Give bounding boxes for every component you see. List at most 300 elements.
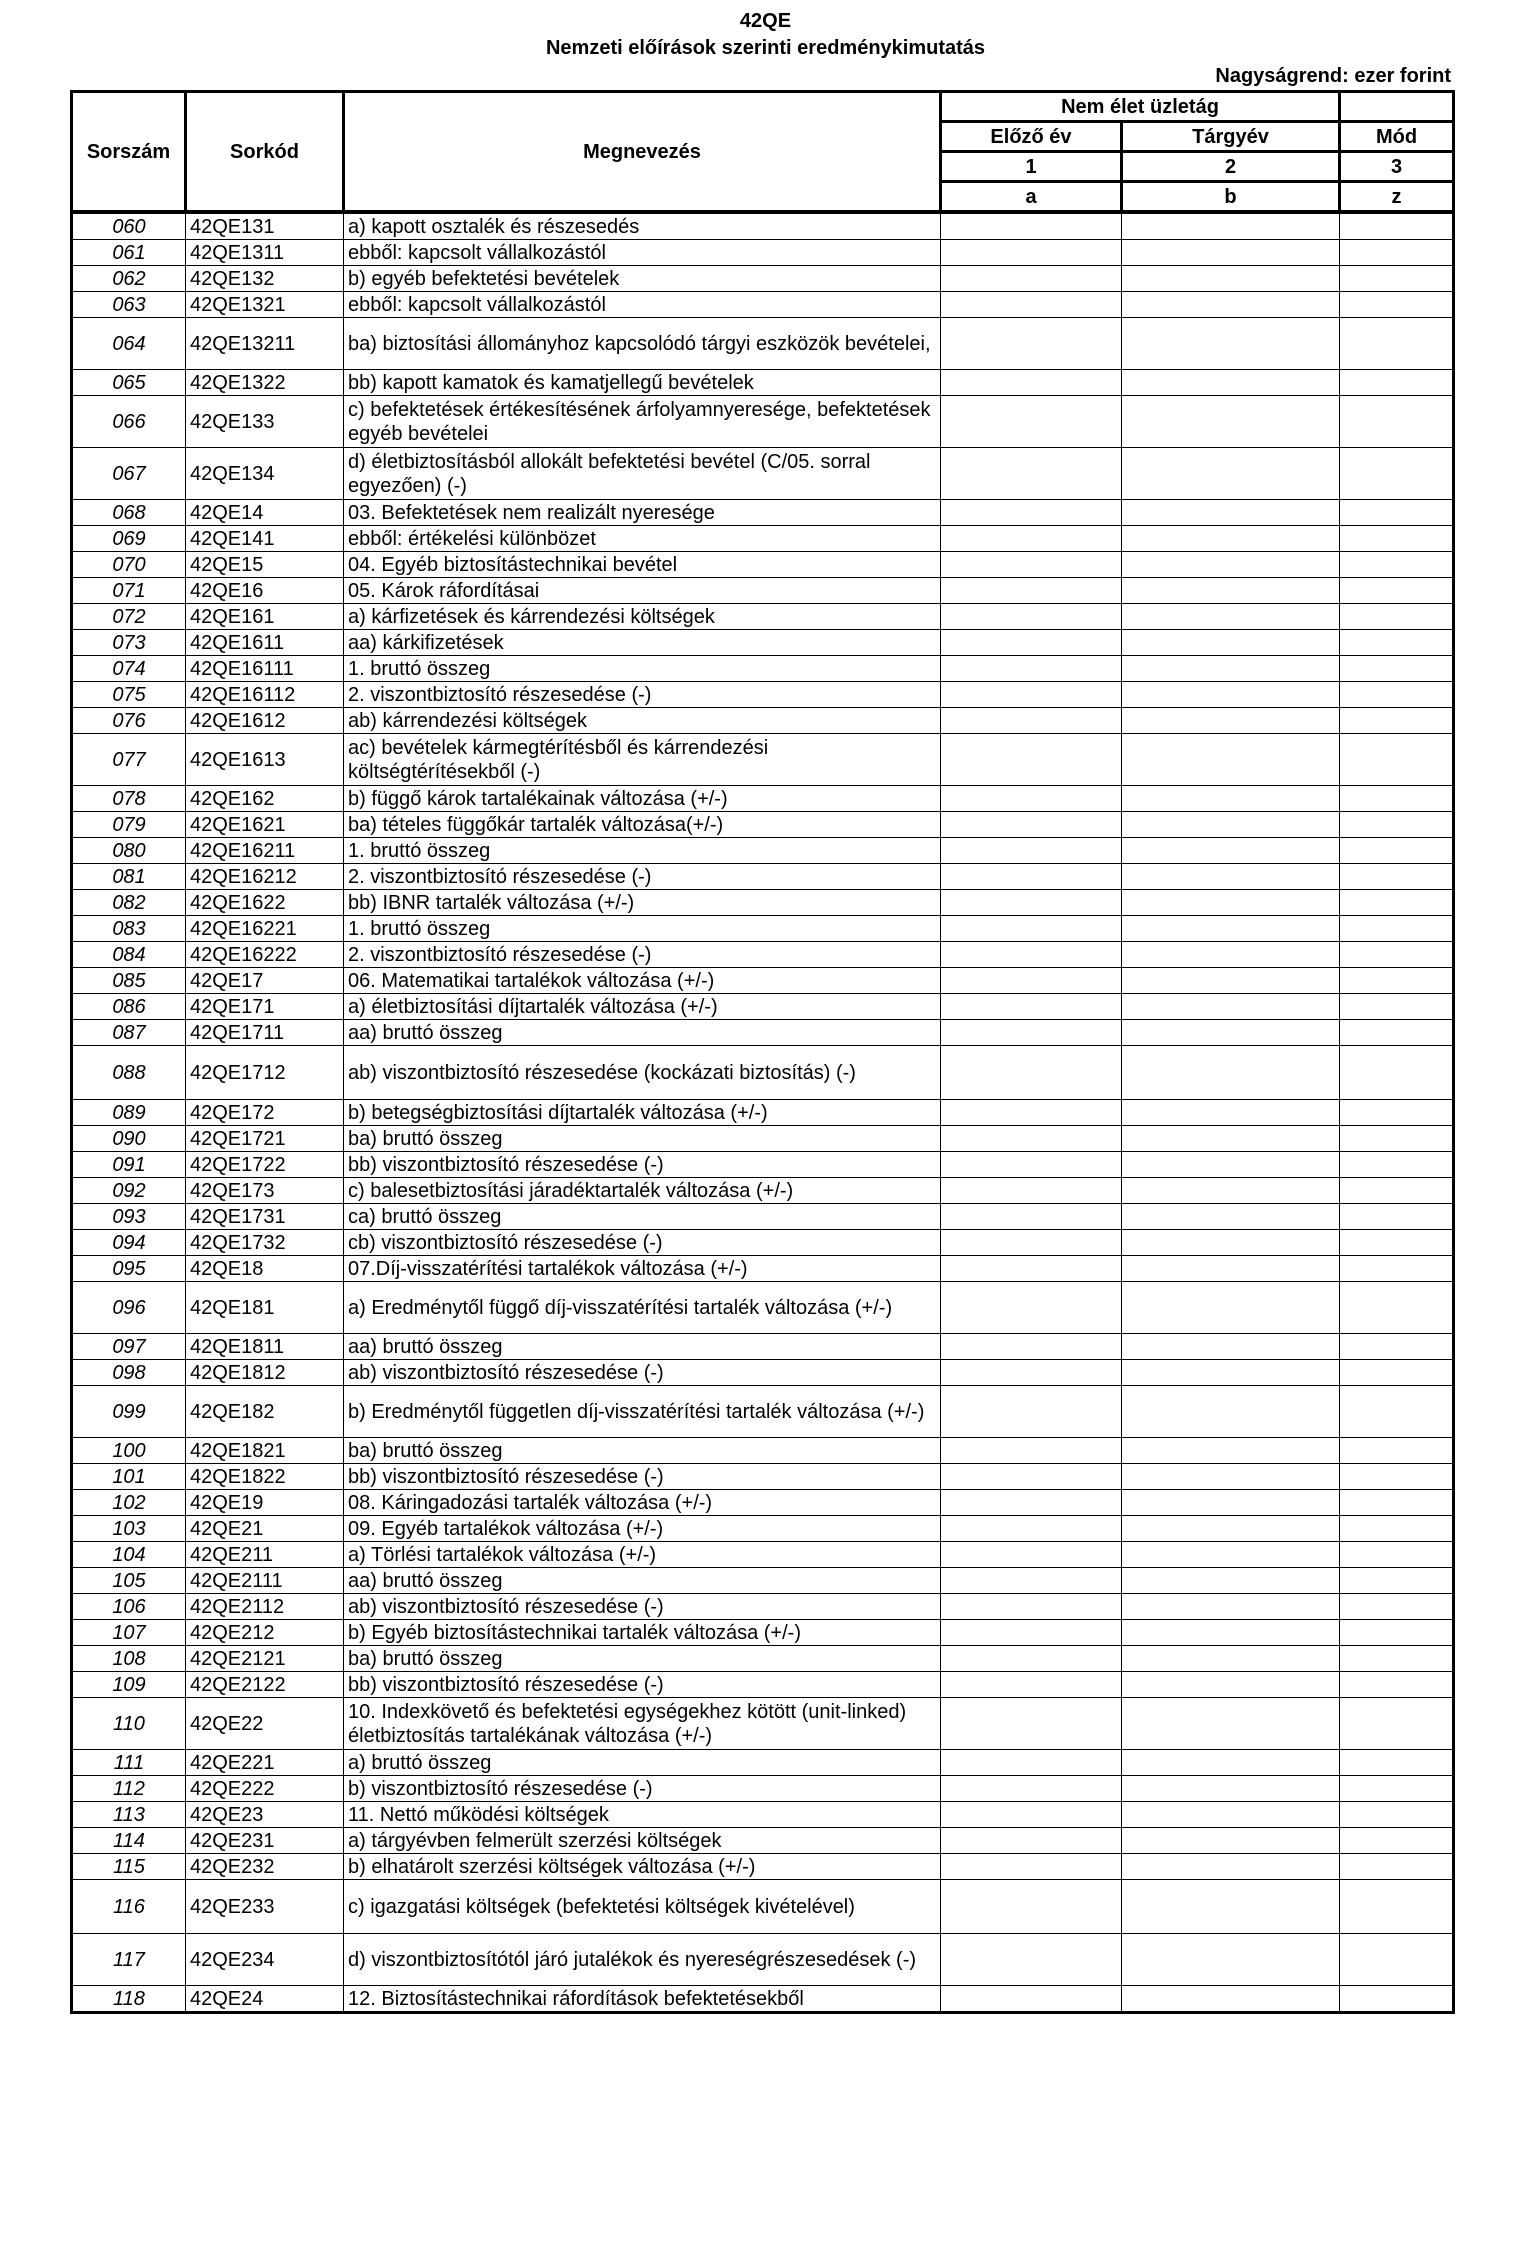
value-mod[interactable]	[1340, 890, 1454, 916]
value-targyev[interactable]	[1122, 708, 1340, 734]
value-mod[interactable]	[1340, 1020, 1454, 1046]
row-name: ab) viszontbiztosító részesedése (-)	[344, 1594, 941, 1620]
row-name: 12. Biztosítástechnikai ráfordítások befektetésekből	[344, 1986, 941, 2013]
value-mod[interactable]	[1340, 1282, 1454, 1334]
row-code: 42QE1613	[186, 734, 344, 786]
value-targyev[interactable]	[1122, 1568, 1340, 1594]
value-targyev[interactable]	[1122, 1986, 1340, 2013]
row-name: ba) bruttó összeg	[344, 1438, 941, 1464]
value-targyev[interactable]	[1122, 1934, 1340, 1986]
table-row	[72, 1880, 1454, 1934]
row-code: 42QE1711	[186, 1020, 344, 1046]
row-code: 42QE16221	[186, 916, 344, 942]
value-elozo-ev[interactable]	[941, 708, 1122, 734]
value-elozo-ev[interactable]	[941, 1880, 1122, 1934]
row-number: 107	[72, 1620, 186, 1646]
row-code: 42QE131	[186, 212, 344, 240]
table-row	[72, 1568, 1454, 1594]
row-name: a) tárgyévben felmerült szerzési költségek	[344, 1828, 941, 1854]
value-targyev[interactable]	[1122, 1204, 1340, 1230]
row-code: 42QE141	[186, 526, 344, 552]
value-elozo-ev[interactable]	[941, 318, 1122, 370]
value-elozo-ev[interactable]	[941, 1776, 1122, 1802]
value-elozo-ev[interactable]	[941, 1152, 1122, 1178]
value-targyev[interactable]	[1122, 838, 1340, 864]
row-code: 42QE17	[186, 968, 344, 994]
value-elozo-ev[interactable]	[941, 448, 1122, 500]
value-mod[interactable]	[1340, 1854, 1454, 1880]
form-code: 42QE	[739, 10, 792, 32]
value-targyev[interactable]	[1122, 266, 1340, 292]
value-mod[interactable]	[1340, 578, 1454, 604]
value-elozo-ev[interactable]	[941, 864, 1122, 890]
value-mod[interactable]	[1340, 994, 1454, 1020]
row-name: ebből: kapcsolt vállalkozástól	[344, 292, 941, 318]
table-row	[72, 786, 1454, 812]
value-elozo-ev[interactable]	[941, 240, 1122, 266]
row-code: 42QE1622	[186, 890, 344, 916]
value-mod[interactable]	[1340, 1750, 1454, 1776]
value-mod[interactable]	[1340, 1594, 1454, 1620]
value-elozo-ev[interactable]	[941, 1672, 1122, 1698]
row-name: bb) viszontbiztosító részesedése (-)	[344, 1464, 941, 1490]
value-targyev[interactable]	[1122, 1230, 1340, 1256]
value-mod[interactable]	[1340, 1152, 1454, 1178]
value-mod[interactable]	[1340, 708, 1454, 734]
row-code: 42QE2112	[186, 1594, 344, 1620]
value-targyev[interactable]	[1122, 1594, 1340, 1620]
value-elozo-ev[interactable]	[941, 1100, 1122, 1126]
value-mod[interactable]	[1340, 266, 1454, 292]
value-elozo-ev[interactable]	[941, 1646, 1122, 1672]
table-row	[72, 682, 1454, 708]
row-code: 42QE2122	[186, 1672, 344, 1698]
value-mod[interactable]	[1340, 552, 1454, 578]
row-number: 070	[72, 552, 186, 578]
value-elozo-ev[interactable]	[941, 1490, 1122, 1516]
table-row	[72, 1802, 1454, 1828]
value-targyev[interactable]	[1122, 682, 1340, 708]
value-targyev[interactable]	[1122, 1698, 1340, 1750]
value-targyev[interactable]	[1122, 292, 1340, 318]
value-targyev[interactable]	[1122, 448, 1340, 500]
row-code: 42QE18	[186, 1256, 344, 1282]
value-targyev[interactable]	[1122, 630, 1340, 656]
row-name: 05. Károk ráfordításai	[344, 578, 941, 604]
row-code: 42QE234	[186, 1934, 344, 1986]
value-targyev[interactable]	[1122, 212, 1340, 240]
row-code: 42QE134	[186, 448, 344, 500]
row-number: 077	[72, 734, 186, 786]
row-code: 42QE1731	[186, 1204, 344, 1230]
value-elozo-ev[interactable]	[941, 890, 1122, 916]
value-mod[interactable]	[1340, 968, 1454, 994]
value-targyev[interactable]	[1122, 526, 1340, 552]
col-number-2: 2	[1122, 152, 1340, 182]
row-name: ab) viszontbiztosító részesedése (-)	[344, 1360, 941, 1386]
value-elozo-ev[interactable]	[941, 212, 1122, 240]
value-targyev[interactable]	[1122, 1152, 1340, 1178]
value-mod[interactable]	[1340, 212, 1454, 240]
value-elozo-ev[interactable]	[941, 1360, 1122, 1386]
value-elozo-ev[interactable]	[941, 292, 1122, 318]
value-elozo-ev[interactable]	[941, 578, 1122, 604]
row-number: 104	[72, 1542, 186, 1568]
row-name: 2. viszontbiztosító részesedése (-)	[344, 682, 941, 708]
table-row	[72, 240, 1454, 266]
value-targyev[interactable]	[1122, 1750, 1340, 1776]
value-mod[interactable]	[1340, 1204, 1454, 1230]
row-number: 103	[72, 1516, 186, 1542]
value-mod[interactable]	[1340, 1620, 1454, 1646]
value-elozo-ev[interactable]	[941, 1126, 1122, 1152]
table-row	[72, 212, 1454, 240]
value-targyev[interactable]	[1122, 578, 1340, 604]
value-targyev[interactable]	[1122, 370, 1340, 396]
value-mod[interactable]	[1340, 1986, 1454, 2013]
table-row	[72, 266, 1454, 292]
value-targyev[interactable]	[1122, 1126, 1340, 1152]
value-targyev[interactable]	[1122, 1046, 1340, 1100]
value-mod[interactable]	[1340, 1438, 1454, 1464]
value-mod[interactable]	[1340, 630, 1454, 656]
value-elozo-ev[interactable]	[941, 1854, 1122, 1880]
value-mod[interactable]	[1340, 448, 1454, 500]
col-letter-b: b	[1122, 182, 1340, 213]
value-elozo-ev[interactable]	[941, 1046, 1122, 1100]
value-targyev[interactable]	[1122, 864, 1340, 890]
row-name: 1. bruttó összeg	[344, 838, 941, 864]
value-elozo-ev[interactable]	[941, 1230, 1122, 1256]
value-elozo-ev[interactable]	[941, 1620, 1122, 1646]
value-mod[interactable]	[1340, 734, 1454, 786]
row-name: b) függő károk tartalékainak változása (+/-)	[344, 786, 941, 812]
value-elozo-ev[interactable]	[941, 604, 1122, 630]
row-name: a) életbiztosítási díjtartalék változása (+/-)	[344, 994, 941, 1020]
value-targyev[interactable]	[1122, 1880, 1340, 1934]
row-name: ca) bruttó összeg	[344, 1204, 941, 1230]
value-elozo-ev[interactable]	[941, 1568, 1122, 1594]
value-mod[interactable]	[1340, 318, 1454, 370]
value-targyev[interactable]	[1122, 552, 1340, 578]
row-code: 42QE212	[186, 1620, 344, 1646]
value-elozo-ev[interactable]	[941, 1986, 1122, 2013]
row-code: 42QE16211	[186, 838, 344, 864]
value-mod[interactable]	[1340, 1698, 1454, 1750]
value-mod[interactable]	[1340, 1490, 1454, 1516]
value-mod[interactable]	[1340, 1386, 1454, 1438]
value-targyev[interactable]	[1122, 1386, 1340, 1438]
value-mod[interactable]	[1340, 370, 1454, 396]
value-elozo-ev[interactable]	[941, 370, 1122, 396]
value-mod[interactable]	[1340, 1100, 1454, 1126]
row-code: 42QE221	[186, 1750, 344, 1776]
value-elozo-ev[interactable]	[941, 838, 1122, 864]
row-number: 109	[72, 1672, 186, 1698]
value-mod[interactable]	[1340, 942, 1454, 968]
row-name: b) betegségbiztosítási díjtartalék változása (+/-)	[344, 1100, 941, 1126]
value-mod[interactable]	[1340, 396, 1454, 448]
table-row	[72, 1986, 1454, 2013]
value-mod[interactable]	[1340, 604, 1454, 630]
row-name: b) Eredménytől független díj-visszatérítési tartalék változása (+/-)	[344, 1386, 941, 1438]
row-number: 071	[72, 578, 186, 604]
value-targyev[interactable]	[1122, 1256, 1340, 1282]
value-elozo-ev[interactable]	[941, 994, 1122, 1020]
value-mod[interactable]	[1340, 864, 1454, 890]
value-mod[interactable]	[1340, 1776, 1454, 1802]
table-row	[72, 1046, 1454, 1100]
row-name: c) befektetések értékesítésének árfolyamnyeresége, befektetések egyéb bevételei	[344, 396, 941, 448]
value-elozo-ev[interactable]	[941, 968, 1122, 994]
value-mod[interactable]	[1340, 500, 1454, 526]
row-name: 2. viszontbiztosító részesedése (-)	[344, 942, 941, 968]
value-elozo-ev[interactable]	[941, 500, 1122, 526]
value-targyev[interactable]	[1122, 396, 1340, 448]
row-number: 082	[72, 890, 186, 916]
row-number: 118	[72, 1986, 186, 2013]
value-targyev[interactable]	[1122, 1464, 1340, 1490]
value-elozo-ev[interactable]	[941, 1516, 1122, 1542]
table-row	[72, 1020, 1454, 1046]
value-elozo-ev[interactable]	[941, 266, 1122, 292]
row-code: 42QE1621	[186, 812, 344, 838]
row-code: 42QE23	[186, 1802, 344, 1828]
value-mod[interactable]	[1340, 1256, 1454, 1282]
value-elozo-ev[interactable]	[941, 734, 1122, 786]
row-code: 42QE16	[186, 578, 344, 604]
row-number: 061	[72, 240, 186, 266]
col-header-elozo-ev: Előző év	[941, 122, 1122, 152]
value-elozo-ev[interactable]	[941, 812, 1122, 838]
row-name: b) elhatárolt szerzési költségek változása (+/-)	[344, 1854, 941, 1880]
value-mod[interactable]	[1340, 682, 1454, 708]
unit-note: Nagyságrend: ezer forint	[1215, 65, 1451, 87]
value-targyev[interactable]	[1122, 500, 1340, 526]
value-elozo-ev[interactable]	[941, 1934, 1122, 1986]
value-elozo-ev[interactable]	[941, 1438, 1122, 1464]
row-name: 06. Matematikai tartalékok változása (+/-)	[344, 968, 941, 994]
value-elozo-ev[interactable]	[941, 786, 1122, 812]
value-targyev[interactable]	[1122, 994, 1340, 1020]
row-number: 060	[72, 212, 186, 240]
value-mod[interactable]	[1340, 1360, 1454, 1386]
row-code: 42QE161	[186, 604, 344, 630]
value-elozo-ev[interactable]	[941, 552, 1122, 578]
value-elozo-ev[interactable]	[941, 1542, 1122, 1568]
value-mod[interactable]	[1340, 1126, 1454, 1152]
row-name: 11. Nettó működési költségek	[344, 1802, 941, 1828]
col-header-megnevezes: Megnevezés	[344, 92, 941, 213]
value-mod[interactable]	[1340, 656, 1454, 682]
value-mod[interactable]	[1340, 1046, 1454, 1100]
row-number: 102	[72, 1490, 186, 1516]
row-name: b) egyéb befektetési bevételek	[344, 266, 941, 292]
value-mod[interactable]	[1340, 1880, 1454, 1934]
value-elozo-ev[interactable]	[941, 526, 1122, 552]
row-number: 081	[72, 864, 186, 890]
value-targyev[interactable]	[1122, 1282, 1340, 1334]
value-mod[interactable]	[1340, 1802, 1454, 1828]
row-number: 101	[72, 1464, 186, 1490]
value-elozo-ev[interactable]	[941, 1750, 1122, 1776]
value-elozo-ev[interactable]	[941, 942, 1122, 968]
row-number: 113	[72, 1802, 186, 1828]
value-elozo-ev[interactable]	[941, 1698, 1122, 1750]
row-name: 1. bruttó összeg	[344, 656, 941, 682]
value-targyev[interactable]	[1122, 1620, 1340, 1646]
value-mod[interactable]	[1340, 1542, 1454, 1568]
value-mod[interactable]	[1340, 1646, 1454, 1672]
value-elozo-ev[interactable]	[941, 916, 1122, 942]
row-name: 2. viszontbiztosító részesedése (-)	[344, 864, 941, 890]
row-number: 105	[72, 1568, 186, 1594]
value-mod[interactable]	[1340, 838, 1454, 864]
value-mod[interactable]	[1340, 1334, 1454, 1360]
value-targyev[interactable]	[1122, 942, 1340, 968]
row-number: 091	[72, 1152, 186, 1178]
value-elozo-ev[interactable]	[941, 1802, 1122, 1828]
report-table	[70, 90, 1455, 2014]
value-mod[interactable]	[1340, 1464, 1454, 1490]
value-targyev[interactable]	[1122, 916, 1340, 942]
row-name: ba) biztosítási állományhoz kapcsolódó tárgyi eszközök bevételei,	[344, 318, 941, 370]
value-mod[interactable]	[1340, 916, 1454, 942]
row-code: 42QE22	[186, 1698, 344, 1750]
value-elozo-ev[interactable]	[941, 1020, 1122, 1046]
row-code: 42QE133	[186, 396, 344, 448]
value-elozo-ev[interactable]	[941, 682, 1122, 708]
value-mod[interactable]	[1340, 240, 1454, 266]
row-number: 089	[72, 1100, 186, 1126]
value-elozo-ev[interactable]	[941, 1178, 1122, 1204]
value-mod[interactable]	[1340, 1178, 1454, 1204]
value-mod[interactable]	[1340, 1230, 1454, 1256]
table-row	[72, 1776, 1454, 1802]
value-targyev[interactable]	[1122, 1178, 1340, 1204]
value-targyev[interactable]	[1122, 1334, 1340, 1360]
value-targyev[interactable]	[1122, 1438, 1340, 1464]
row-number: 114	[72, 1828, 186, 1854]
row-number: 111	[72, 1750, 186, 1776]
table-row	[72, 526, 1454, 552]
value-targyev[interactable]	[1122, 1828, 1340, 1854]
value-targyev[interactable]	[1122, 1854, 1340, 1880]
table-row	[72, 1100, 1454, 1126]
row-number: 065	[72, 370, 186, 396]
row-code: 42QE1721	[186, 1126, 344, 1152]
value-targyev[interactable]	[1122, 240, 1340, 266]
row-number: 088	[72, 1046, 186, 1100]
row-code: 42QE1322	[186, 370, 344, 396]
value-targyev[interactable]	[1122, 604, 1340, 630]
value-targyev[interactable]	[1122, 656, 1340, 682]
value-targyev[interactable]	[1122, 812, 1340, 838]
value-mod[interactable]	[1340, 1934, 1454, 1986]
table-row	[72, 1178, 1454, 1204]
col-header-mod: Mód	[1340, 122, 1454, 152]
row-code: 42QE233	[186, 1880, 344, 1934]
value-targyev[interactable]	[1122, 1776, 1340, 1802]
value-elozo-ev[interactable]	[941, 1594, 1122, 1620]
form-title: Nemzeti előírások szerinti eredménykimutatás	[545, 37, 986, 59]
table-row	[72, 864, 1454, 890]
value-targyev[interactable]	[1122, 968, 1340, 994]
row-number: 110	[72, 1698, 186, 1750]
value-targyev[interactable]	[1122, 1490, 1340, 1516]
value-targyev[interactable]	[1122, 1360, 1340, 1386]
row-number: 083	[72, 916, 186, 942]
row-name: a) Törlési tartalékok változása (+/-)	[344, 1542, 941, 1568]
row-code: 42QE2121	[186, 1646, 344, 1672]
value-targyev[interactable]	[1122, 1542, 1340, 1568]
value-targyev[interactable]	[1122, 1802, 1340, 1828]
row-number: 096	[72, 1282, 186, 1334]
value-mod[interactable]	[1340, 786, 1454, 812]
value-targyev[interactable]	[1122, 786, 1340, 812]
value-elozo-ev[interactable]	[941, 1334, 1122, 1360]
row-code: 42QE16112	[186, 682, 344, 708]
row-code: 42QE232	[186, 1854, 344, 1880]
row-name: 03. Befektetések nem realizált nyeresége	[344, 500, 941, 526]
value-targyev[interactable]	[1122, 1100, 1340, 1126]
value-targyev[interactable]	[1122, 734, 1340, 786]
value-elozo-ev[interactable]	[941, 656, 1122, 682]
table-header	[72, 92, 1454, 213]
value-targyev[interactable]	[1122, 1516, 1340, 1542]
value-mod[interactable]	[1340, 812, 1454, 838]
value-elozo-ev[interactable]	[941, 1282, 1122, 1334]
row-number: 075	[72, 682, 186, 708]
row-name: 08. Káringadozási tartalék változása (+/-)	[344, 1490, 941, 1516]
value-targyev[interactable]	[1122, 1672, 1340, 1698]
value-elozo-ev[interactable]	[941, 1828, 1122, 1854]
value-targyev[interactable]	[1122, 318, 1340, 370]
row-name: 1. bruttó összeg	[344, 916, 941, 942]
row-number: 085	[72, 968, 186, 994]
row-number: 098	[72, 1360, 186, 1386]
value-elozo-ev[interactable]	[941, 1256, 1122, 1282]
row-name: b) Egyéb biztosítástechnikai tartalék változása (+/-)	[344, 1620, 941, 1646]
value-mod[interactable]	[1340, 526, 1454, 552]
value-mod[interactable]	[1340, 1516, 1454, 1542]
table-row	[72, 578, 1454, 604]
row-number: 087	[72, 1020, 186, 1046]
table-row	[72, 630, 1454, 656]
value-targyev[interactable]	[1122, 1646, 1340, 1672]
value-mod[interactable]	[1340, 292, 1454, 318]
value-targyev[interactable]	[1122, 1020, 1340, 1046]
value-mod[interactable]	[1340, 1828, 1454, 1854]
col-group-empty	[1340, 92, 1454, 122]
table-row	[72, 1152, 1454, 1178]
row-name: bb) viszontbiztosító részesedése (-)	[344, 1672, 941, 1698]
row-number: 108	[72, 1646, 186, 1672]
row-name: a) kapott osztalék és részesedés	[344, 212, 941, 240]
value-targyev[interactable]	[1122, 890, 1340, 916]
row-name: 09. Egyéb tartalékok változása (+/-)	[344, 1516, 941, 1542]
value-elozo-ev[interactable]	[941, 1464, 1122, 1490]
value-elozo-ev[interactable]	[941, 396, 1122, 448]
row-name: ba) bruttó összeg	[344, 1126, 941, 1152]
value-elozo-ev[interactable]	[941, 630, 1122, 656]
value-mod[interactable]	[1340, 1568, 1454, 1594]
row-code: 42QE172	[186, 1100, 344, 1126]
row-name: bb) kapott kamatok és kamatjellegű bevételek	[344, 370, 941, 396]
value-elozo-ev[interactable]	[941, 1204, 1122, 1230]
value-elozo-ev[interactable]	[941, 1386, 1122, 1438]
value-mod[interactable]	[1340, 1672, 1454, 1698]
